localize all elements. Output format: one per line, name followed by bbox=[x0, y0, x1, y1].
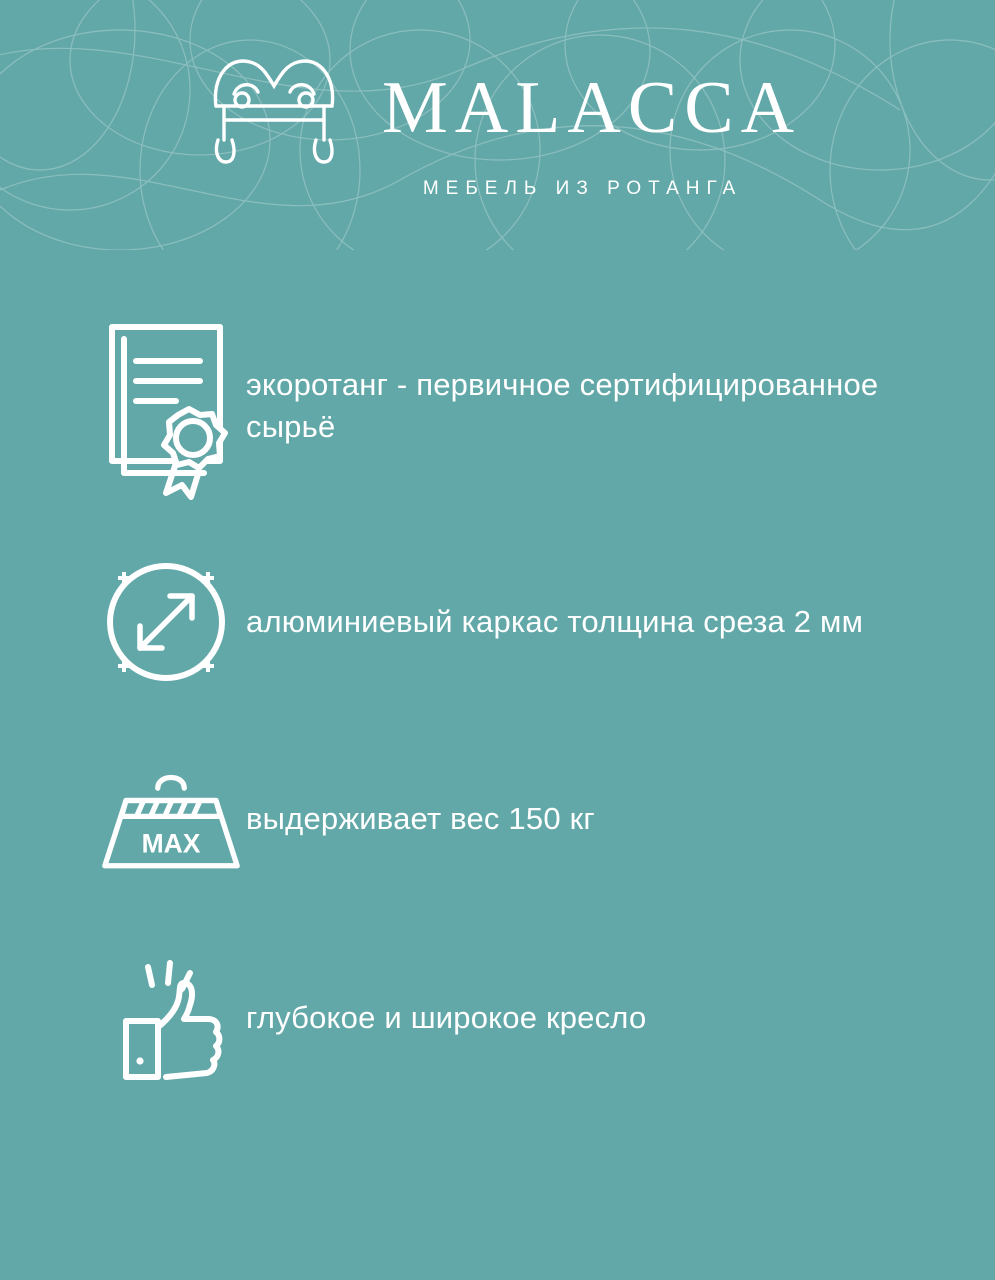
feature-text: выдерживает вес 150 кг bbox=[246, 801, 595, 837]
brand-name: MALACCA bbox=[381, 67, 802, 149]
thumbs-up-icon bbox=[96, 943, 246, 1093]
diagonal-measure-icon bbox=[96, 552, 246, 692]
feature-item bbox=[0, 524, 995, 720]
certificate-icon bbox=[96, 311, 246, 501]
feature-text: экоротанг - первичное сертифицированное сырьё bbox=[246, 367, 879, 444]
feature-item bbox=[0, 288, 995, 524]
brand-tagline: МЕБЕЛЬ ИЗ РОТАНГА bbox=[422, 178, 743, 199]
feature-text: глубокое и широкое кресло bbox=[246, 1000, 647, 1036]
max-label: MAX bbox=[141, 828, 201, 859]
logo-row bbox=[194, 48, 801, 168]
max-weight-icon bbox=[96, 754, 246, 884]
feature-text: алюминиевый каркас толщина среза 2 мм bbox=[246, 604, 864, 640]
rattan-sofa-icon bbox=[194, 48, 354, 168]
feature-item bbox=[0, 918, 995, 1118]
brand-logo bbox=[0, 48, 995, 200]
feature-list bbox=[0, 288, 995, 1118]
feature-item bbox=[0, 720, 995, 918]
